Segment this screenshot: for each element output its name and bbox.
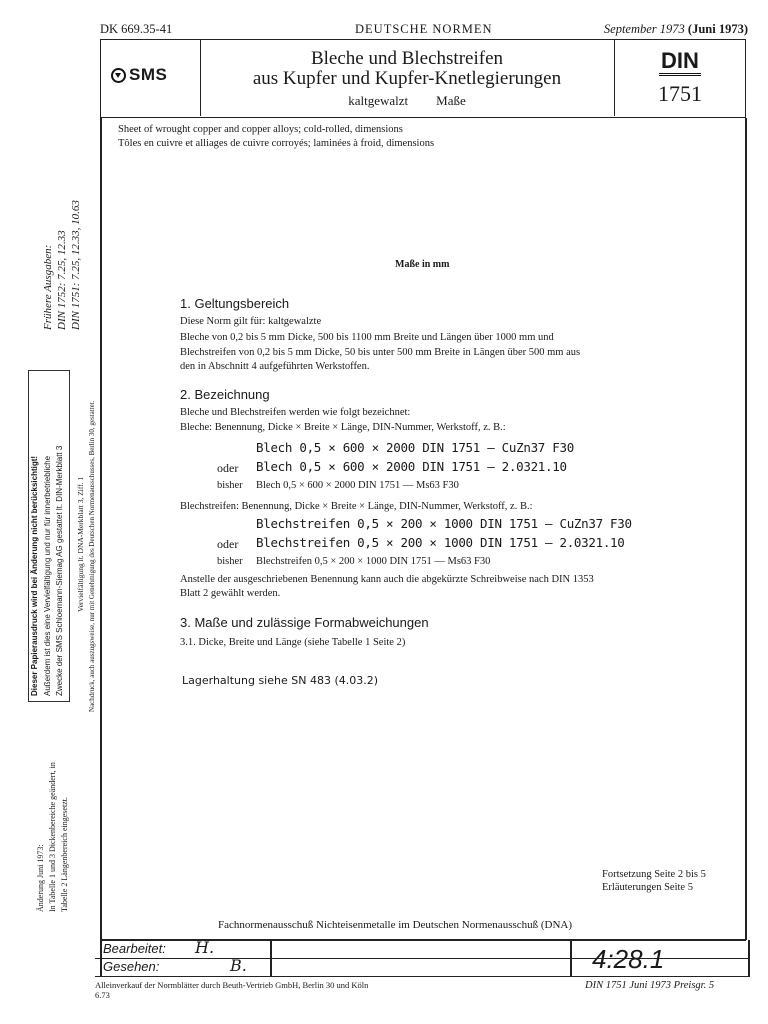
title-line-2: aus Kupfer und Kupfer-Knetlegierungen bbox=[252, 68, 562, 89]
change-note-line: Tabelle 2 Längenbereich eingesetzt. bbox=[60, 797, 69, 912]
change-note-line: In Tabelle 1 und 3 Dickenbereiche geändert, in bbox=[48, 762, 57, 912]
issue-date: September 1973 (Juni 1973) bbox=[603, 22, 748, 36]
oder-label: oder bbox=[217, 537, 239, 551]
section-1-heading: 1. Geltungsbereich bbox=[180, 296, 290, 311]
seen-label: Gesehen: bbox=[103, 959, 160, 974]
section-1-line: Blechstreifen von 0,2 bis 5 mm Dicke, 50 bis unter 500 mm Breite in Längen über 500 mm aus bbox=[180, 347, 581, 358]
table-divider bbox=[270, 940, 272, 976]
edited-label: Bearbeitet: bbox=[103, 941, 166, 956]
table-divider bbox=[748, 940, 750, 976]
title-box bbox=[100, 39, 746, 118]
dk-number: DK 669.35-41 bbox=[100, 22, 173, 36]
former-editions-1752: DIN 1752: 7.25, 12.33 bbox=[56, 230, 68, 330]
footer-right: DIN 1751 Juni 1973 Preisgr. 5 bbox=[585, 980, 715, 991]
bleche-example-2: Blech 0,5 × 600 × 2000 DIN 1751 — 2.0321.10 bbox=[256, 459, 567, 474]
sms-logo-icon bbox=[111, 68, 126, 83]
french-title: Tôles en cuivre et alliages de cuivre corroyés; laminées à froid, dimensions bbox=[118, 138, 435, 149]
sms-logo: SMS bbox=[111, 65, 167, 85]
storage-stamp: Lagerhaltung siehe SN 483 (4.03.2) bbox=[182, 674, 379, 687]
title-cell bbox=[200, 40, 615, 116]
section-2-heading: 2. Bezeichnung bbox=[180, 387, 270, 402]
logo-cell bbox=[101, 40, 201, 116]
din-cell bbox=[614, 40, 746, 116]
section-3-sub: 3.1. Dicke, Breite und Länge (siehe Tabelle 1 Seite 2) bbox=[180, 637, 406, 648]
former-editions-1751: DIN 1751: 7.25, 12.33, 10.63 bbox=[70, 200, 82, 330]
units-note: Maße in mm bbox=[395, 259, 450, 270]
filing-code: 4:28.1 bbox=[592, 944, 665, 974]
oder-label: oder bbox=[217, 461, 239, 475]
frame-right bbox=[745, 118, 747, 940]
bisher-label: bisher bbox=[217, 556, 243, 567]
standards-name: DEUTSCHE NORMEN bbox=[355, 22, 493, 36]
frame-left bbox=[100, 118, 102, 940]
continuation-line: Erläuterungen Seite 5 bbox=[602, 882, 693, 893]
seen-signature: B. bbox=[230, 956, 247, 975]
footer-date-code: 6.73 bbox=[95, 990, 110, 1000]
internal-use-line: Dieser Papierausdruck wird bei Änderung nicht berücksichtigt! bbox=[30, 455, 39, 696]
former-editions-title: Frühere Ausgaben: bbox=[42, 244, 54, 330]
bleche-intro: Bleche: Benennung, Dicke × Breite × Länge, DIN-Nummer, Werkstoff, z. B.: bbox=[180, 422, 506, 433]
bisher-label: bisher bbox=[217, 480, 243, 491]
header-line bbox=[100, 22, 748, 38]
streifen-example-1: Blechstreifen 0,5 × 200 × 1000 DIN 1751 — CuZn37 F30 bbox=[256, 516, 632, 531]
streifen-example-2: Blechstreifen 0,5 × 200 × 1000 DIN 1751 — 2.0321.10 bbox=[256, 535, 625, 550]
section-1-line: den in Abschnitt 4 aufgeführten Werkstoffen. bbox=[180, 361, 370, 372]
streifen-example-3: Blechstreifen 0,5 × 200 × 1000 DIN 1751 — Ms63 F30 bbox=[256, 556, 491, 567]
table-divider bbox=[570, 940, 572, 976]
streifen-intro: Blechstreifen: Benennung, Dicke × Breite × Länge, DIN-Nummer, Werkstoff, z. B.: bbox=[180, 501, 533, 512]
internal-use-line: Außerdem ist dies eine Vervielfältigung und nur für innerbetriebliche bbox=[43, 455, 52, 696]
edited-signature: H. bbox=[195, 938, 215, 957]
table-divider bbox=[100, 940, 102, 976]
section-2-intro: Bleche und Blechstreifen werden wie folgt bezeichnet: bbox=[180, 407, 411, 418]
copyright-note: Nachdruck, auch auszugsweise, nur mit Genehmigung des Deutschen Normenausschusses, Berlin 30, gestattet. bbox=[88, 400, 96, 712]
section-3-heading: 3. Maße und zulässige Formabweichungen bbox=[180, 615, 429, 630]
title-line-1: Bleche und Blechstreifen bbox=[310, 48, 504, 69]
committee: Fachnormenausschuß Nichteisenmetalle im Deutschen Normenausschuß (DNA) bbox=[218, 919, 573, 931]
bleche-example-1: Blech 0,5 × 600 × 2000 DIN 1751 — CuZn37 F30 bbox=[256, 440, 574, 455]
footer-left: Alleinverkauf der Normblätter durch Beuth-Vertrieb GmbH, Berlin 30 und Köln bbox=[95, 980, 369, 990]
subtitle: kaltgewalzt Maße bbox=[348, 93, 466, 108]
dna-note: Vervielfältigung lt. DNA-Merkblatt 3, Ziff. 1 bbox=[76, 476, 85, 612]
internal-use-line: Zwecke der SMS Schloemann-Siemag AG gestattet lt. DIN-Merkblatt 3 bbox=[55, 445, 64, 696]
continuation-line: Fortsetzung Seite 2 bis 5 bbox=[602, 869, 706, 880]
section-1-line: Diese Norm gilt für: kaltgewalzte bbox=[180, 316, 322, 327]
note-line: Anstelle der ausgeschriebenen Benennung kann auch die abgekürzte Schreibweise nach DIN 1353 bbox=[180, 574, 594, 585]
note-line: Blatt 2 gewählt werden. bbox=[180, 588, 281, 599]
change-note-title: Änderung Juni 1973: bbox=[36, 844, 45, 912]
bleche-example-3: Blech 0,5 × 600 × 2000 DIN 1751 — Ms63 F30 bbox=[256, 480, 459, 491]
english-title: Sheet of wrought copper and copper alloys; cold-rolled, dimensions bbox=[118, 124, 403, 135]
din-label: DIN bbox=[614, 48, 746, 74]
din-number: 1751 bbox=[658, 81, 702, 106]
section-1-line: Bleche von 0,2 bis 5 mm Dicke, 500 bis 1100 mm Breite und Längen über 1000 mm und bbox=[180, 332, 554, 343]
